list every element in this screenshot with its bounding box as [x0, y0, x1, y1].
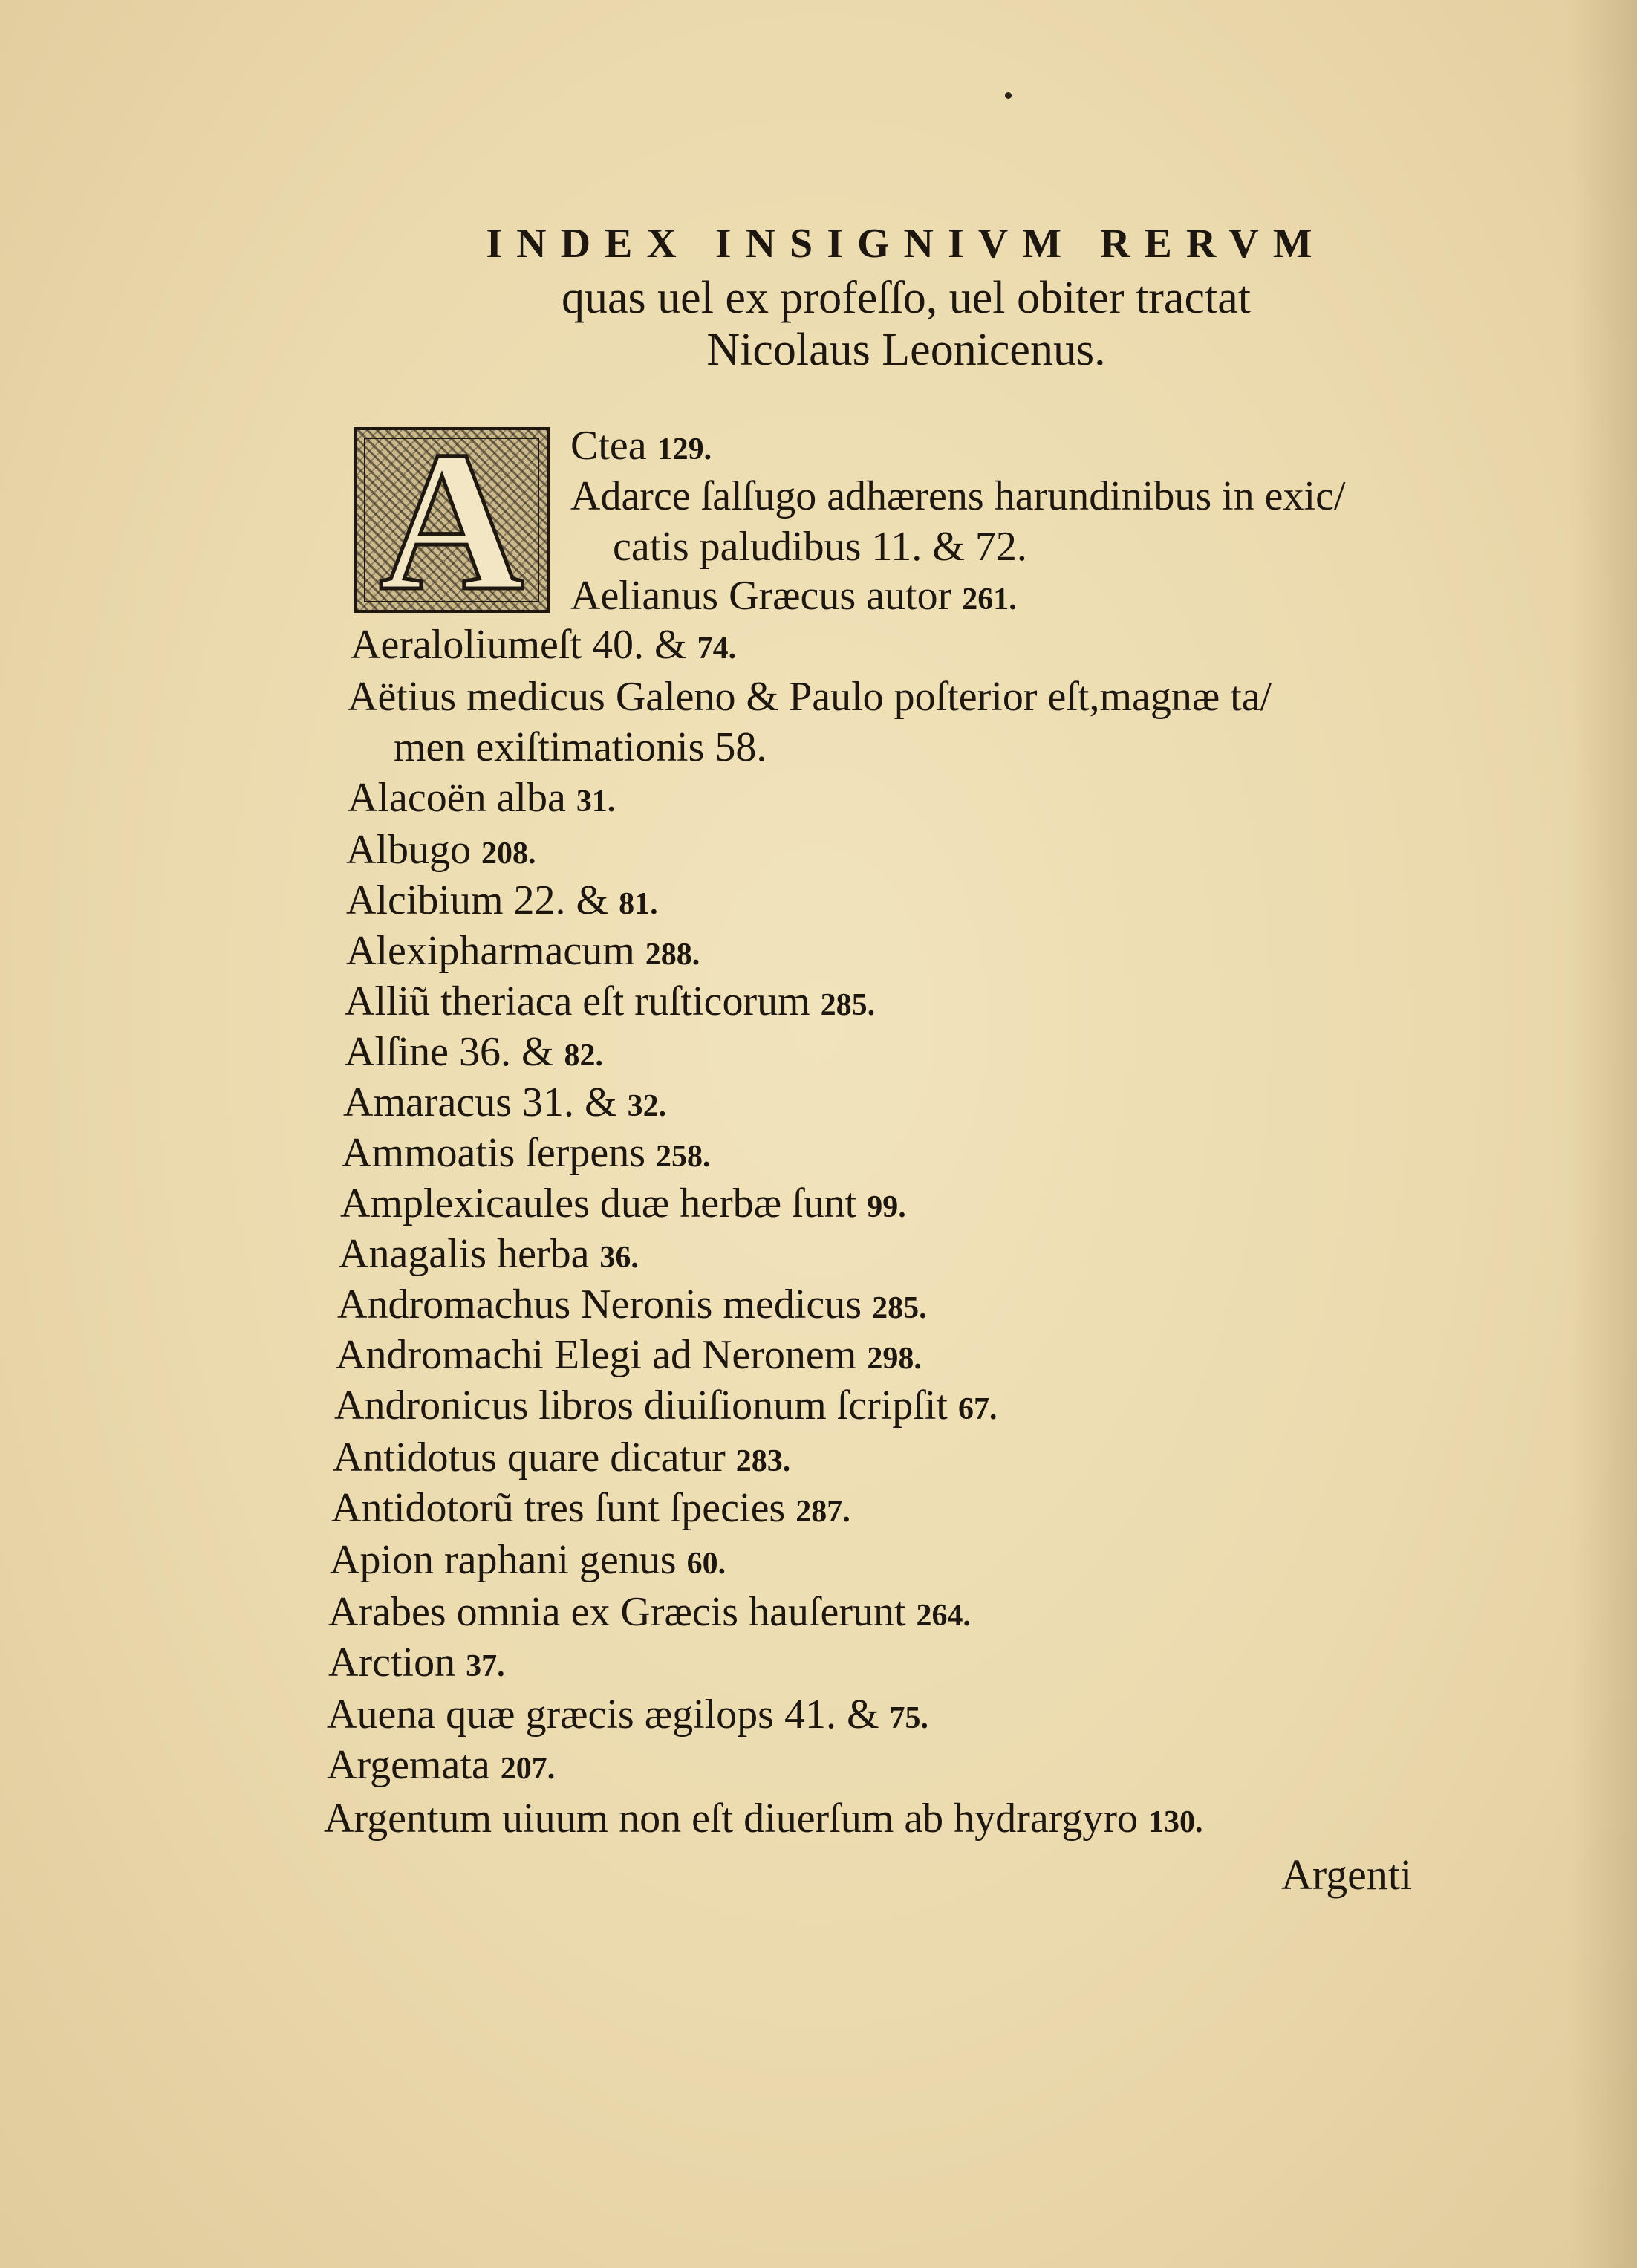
ink-dot: [1005, 92, 1012, 99]
index-title: INDEX INSIGNIVM RERVM: [486, 221, 1327, 267]
entry-term: Aelianus Græcus autor: [570, 573, 952, 619]
entry-term: Argentum uiuum non eſt diuerſum ab hydrargyro: [324, 1796, 1138, 1842]
entry-page: 283.: [735, 1444, 791, 1478]
entry-term: Alliũ theriaca eſt ruſticorum: [345, 978, 810, 1024]
index-entry: [340, 1181, 906, 1229]
index-entry: [337, 1282, 927, 1330]
index-entry: [351, 623, 736, 671]
index-entry: [345, 979, 875, 1027]
index-entry: [346, 878, 658, 926]
index-entry: [339, 1232, 639, 1280]
entry-page: 285.: [820, 988, 876, 1022]
index-entry: [334, 1383, 997, 1432]
entry-page: 81.: [619, 887, 658, 921]
entry-term: Anagalis herba: [339, 1231, 590, 1277]
entry-continuation: men exiſtimationis 58.: [394, 724, 767, 770]
index-entry: [570, 574, 1017, 622]
entry-page: 288.: [645, 938, 700, 972]
entry-term: Ammoatis ſerpens: [342, 1130, 646, 1176]
entry-term: Antidotorũ tres ſunt ſpecies: [331, 1485, 786, 1531]
entry-page: 74.: [697, 631, 737, 666]
entry-term: Amaracus 31. &: [343, 1079, 617, 1125]
entry-term: Amplexicaules duæ herbæ ſunt: [340, 1180, 857, 1226]
index-entry: [330, 1538, 726, 1586]
entry-page: 31.: [576, 784, 616, 819]
index-entry: [333, 1435, 790, 1484]
entry-term: Argemata: [327, 1742, 490, 1788]
index-entry: [327, 1692, 928, 1741]
index-entry: [570, 423, 712, 472]
entry-page: 99.: [867, 1190, 906, 1224]
entry-term: Andromachus Neronis medicus: [337, 1281, 862, 1328]
entry-term: Aeraloliumeſt 40. &: [351, 622, 687, 668]
index-subtitle-line-2: Nicolaus Leonicenus.: [706, 325, 1106, 375]
entry-page: 82.: [564, 1039, 604, 1073]
decorated-initial-letter: A: [379, 427, 524, 613]
catchword: Argenti: [1281, 1851, 1413, 1899]
index-entry: [328, 1590, 971, 1638]
index-entry: [346, 929, 700, 977]
entry-page: 298.: [867, 1342, 922, 1376]
index-entry: [346, 828, 536, 876]
entry-page: 261.: [962, 582, 1017, 617]
index-subtitle-line-1: quas uel ex profeſſo, uel obiter tractat: [562, 273, 1251, 323]
entry-term: Alacoën alba: [348, 775, 566, 821]
index-entry: [328, 1640, 505, 1689]
page-edge-shadow: [1570, 0, 1637, 2268]
index-entry: [331, 1486, 850, 1534]
decorated-initial: [354, 427, 550, 613]
index-entry: [336, 1333, 922, 1381]
entry-page: 258.: [656, 1140, 711, 1174]
entry-term: Arabes omnia ex Græcis hauſerunt: [328, 1589, 906, 1635]
entry-term: Andromachi Elegi ad Neronem: [336, 1332, 857, 1378]
entry-page: 264.: [916, 1599, 972, 1633]
index-entry: [348, 776, 615, 824]
entry-page: 75.: [889, 1701, 929, 1735]
index-entry: [570, 474, 1346, 569]
index-entry: [345, 1030, 603, 1078]
entry-page: 32.: [627, 1089, 667, 1123]
entry-page: 207.: [500, 1752, 556, 1786]
entry-term: Andronicus libros diuiſionum ſcripſit: [334, 1382, 948, 1429]
entry-continuation: catis paludibus 11. & 72.: [613, 524, 1027, 570]
entry-term: Arction: [328, 1640, 456, 1686]
entry-page: 208.: [481, 836, 536, 871]
index-entry: [343, 1080, 666, 1128]
entry-page: 37.: [466, 1649, 505, 1683]
entry-page: 67.: [957, 1392, 998, 1426]
entry-term: Apion raphani genus: [330, 1537, 677, 1583]
entry-term: Auena quæ græcis ægilops 41. &: [327, 1692, 879, 1738]
index-entry: [348, 675, 1272, 770]
entry-page: 129.: [657, 432, 712, 467]
entry-term: Alſine 36. &: [345, 1029, 554, 1075]
entry-page: 285.: [872, 1291, 927, 1325]
index-entry: [342, 1131, 711, 1179]
index-header: [327, 215, 1485, 376]
entry-term: Adarce ſalſugo adhærens harundinibus in exic/: [570, 473, 1346, 519]
entry-term: Ctea: [570, 423, 647, 469]
entry-term: Aëtius medicus Galeno & Paulo poſterior eſt,magnæ ta/: [348, 674, 1272, 720]
entry-term: Alexipharmacum: [346, 928, 635, 974]
index-entry: [327, 1743, 555, 1791]
entry-page: 60.: [686, 1547, 726, 1581]
entry-page: 130.: [1148, 1805, 1203, 1839]
entry-term: Albugo: [346, 827, 471, 873]
index-entry: [324, 1796, 1202, 1845]
entry-term: Antidotus quare dicatur: [333, 1434, 726, 1481]
entry-page: 287.: [795, 1495, 850, 1529]
entry-term: Alcibium 22. &: [346, 877, 609, 923]
entry-page: 36.: [599, 1241, 639, 1275]
